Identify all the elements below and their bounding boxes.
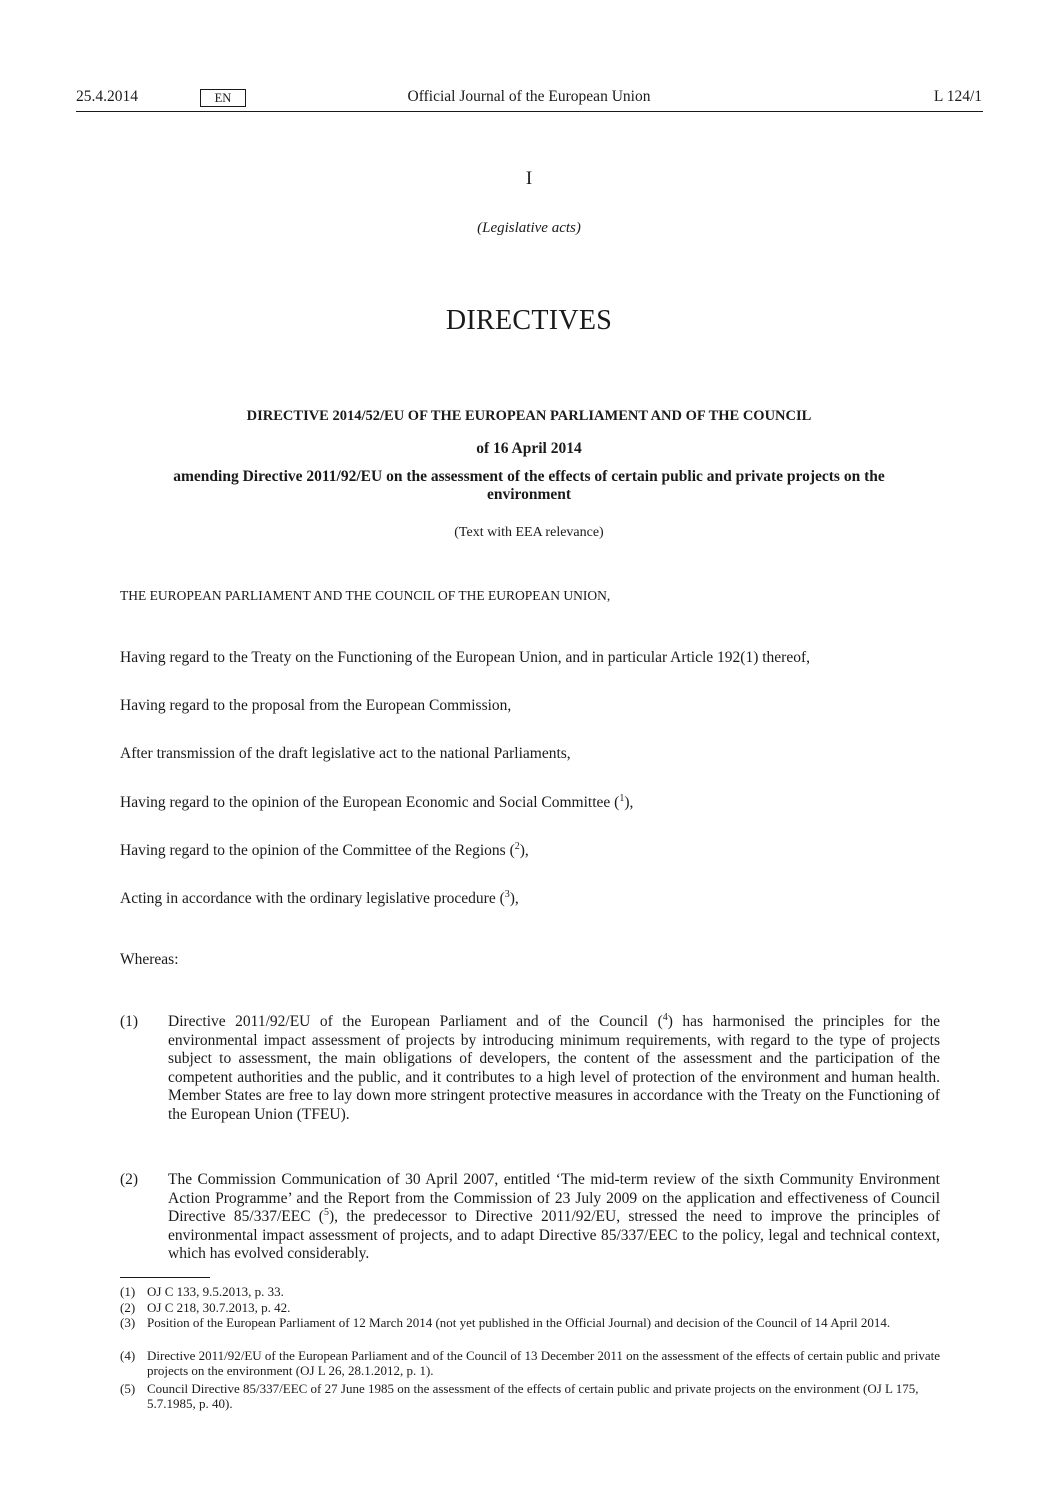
citation-text: Having regard to the Treaty on the Functioning of the European Union, and in particular Article 192(1) thereof, <box>120 649 810 666</box>
whereas-label: Whereas: <box>120 951 179 968</box>
page-title: DIRECTIVES <box>445 305 613 336</box>
recital-text-part: ) has harmonised the principles for the environmental impact assessment of projects by introducing minimum requirements, with regard to the type of projects subject to assessment, the main obligations of developers, the content of the assessment and the participation of the competent authorities and the public, and it contributes to a high level of protection of the environment and human health. Member States are free to lay down more stringent protective measures in accordance with the Treaty on the Functioning of the European Union (TFEU). <box>168 1013 940 1123</box>
citation <box>120 793 940 813</box>
citation <box>120 841 940 861</box>
header-divider <box>76 111 983 112</box>
footnote-number: (4) <box>120 1348 136 1363</box>
footnote-reference[interactable]: 2 <box>514 840 520 852</box>
section-label: (Legislative acts) <box>477 220 581 236</box>
recital-text-part: The Commission Communication of 30 April 2007, entitled ‘The mid-term review of the sixth Community Environment Action Programme’ and the Report from the Commission of 23 July 2009 on the application and effectiveness of Council Directive 85/337/EEC ( <box>168 1171 940 1225</box>
footnote-text: OJ C 218, 30.7.2013, p. 42. <box>147 1300 291 1315</box>
citation <box>120 648 940 668</box>
language-badge: EN <box>200 89 246 107</box>
recital-text <box>168 1171 940 1264</box>
publication-date: 25.4.2014 <box>76 88 138 105</box>
eea-relevance: (Text with EEA relevance) <box>454 525 604 540</box>
footnote-number: (2) <box>120 1300 136 1315</box>
citation-text: Acting in accordance with the ordinary legislative procedure ( <box>120 890 505 907</box>
footnote-reference[interactable]: 1 <box>619 792 625 804</box>
citation-text: Having regard to the opinion of the European Economic and Social Committee ( <box>120 794 620 811</box>
citation-suffix: ), <box>519 842 529 859</box>
footnote-divider <box>120 1277 210 1278</box>
citation-text: Having regard to the opinion of the Committee of the Regions ( <box>120 842 515 859</box>
footnote-reference[interactable]: 4 <box>662 1011 668 1023</box>
footnote-reference[interactable]: 3 <box>504 888 510 900</box>
footnote-number: (5) <box>120 1381 136 1396</box>
recital-number: (1) <box>120 1013 139 1030</box>
directive-title: DIRECTIVE 2014/52/EU OF THE EUROPEAN PARLIAMENT AND OF THE COUNCIL <box>246 408 812 424</box>
recital-number: (2) <box>120 1171 139 1188</box>
footnote-number: (3) <box>120 1315 136 1330</box>
footnote-text: Directive 2011/92/EU of the European Parliament and of the Council of 13 December 2011 on the assessment of the effects of certain public and private projects on the environment (OJ L 26, 28.1.2012, p. 1). <box>147 1348 940 1378</box>
citation <box>120 744 940 764</box>
recital-text-part: Directive 2011/92/EU of the European Parliament and of the Council ( <box>168 1013 663 1030</box>
recital-text-part: ), the predecessor to Directive 2011/92/EU, stressed the need to improve the principles of environmental impact assessment of projects, and to adapt Directive 85/337/EEC to the policy, legal and technical context, which has evolved considerably. <box>168 1208 940 1262</box>
page-reference: L 124/1 <box>933 88 982 105</box>
footnote-number: (1) <box>120 1284 136 1299</box>
directive-subject: amending Directive 2011/92/EU on the assessment of the effects of certain public and private projects on the environment <box>173 468 885 503</box>
citation-text: After transmission of the draft legislative act to the national Parliaments, <box>120 745 571 762</box>
footnote-text: Council Directive 85/337/EEC of 27 June 1985 on the assessment of the effects of certain public and private projects on the environment (OJ L 175, 5.7.1985, p. 40). <box>147 1381 919 1411</box>
recital-text <box>168 1013 940 1124</box>
citation <box>120 889 940 909</box>
section-numeral: I <box>525 168 533 189</box>
footnote-text: Position of the European Parliament of 12 March 2014 (not yet published in the Official Journal) and decision of the Council of 14 April 2014. <box>147 1315 891 1330</box>
directive-date: of 16 April 2014 <box>476 440 582 457</box>
citation-suffix: ), <box>624 794 634 811</box>
journal-title: Official Journal of the European Union <box>407 88 651 105</box>
footnote-text: OJ C 133, 9.5.2013, p. 33. <box>147 1284 284 1299</box>
citation-suffix: ), <box>509 890 519 907</box>
footnote-reference[interactable]: 5 <box>323 1206 329 1218</box>
citation <box>120 696 940 716</box>
enacting-body: THE EUROPEAN PARLIAMENT AND THE COUNCIL OF THE EUROPEAN UNION, <box>120 588 611 603</box>
citation-text: Having regard to the proposal from the European Commission, <box>120 697 512 714</box>
